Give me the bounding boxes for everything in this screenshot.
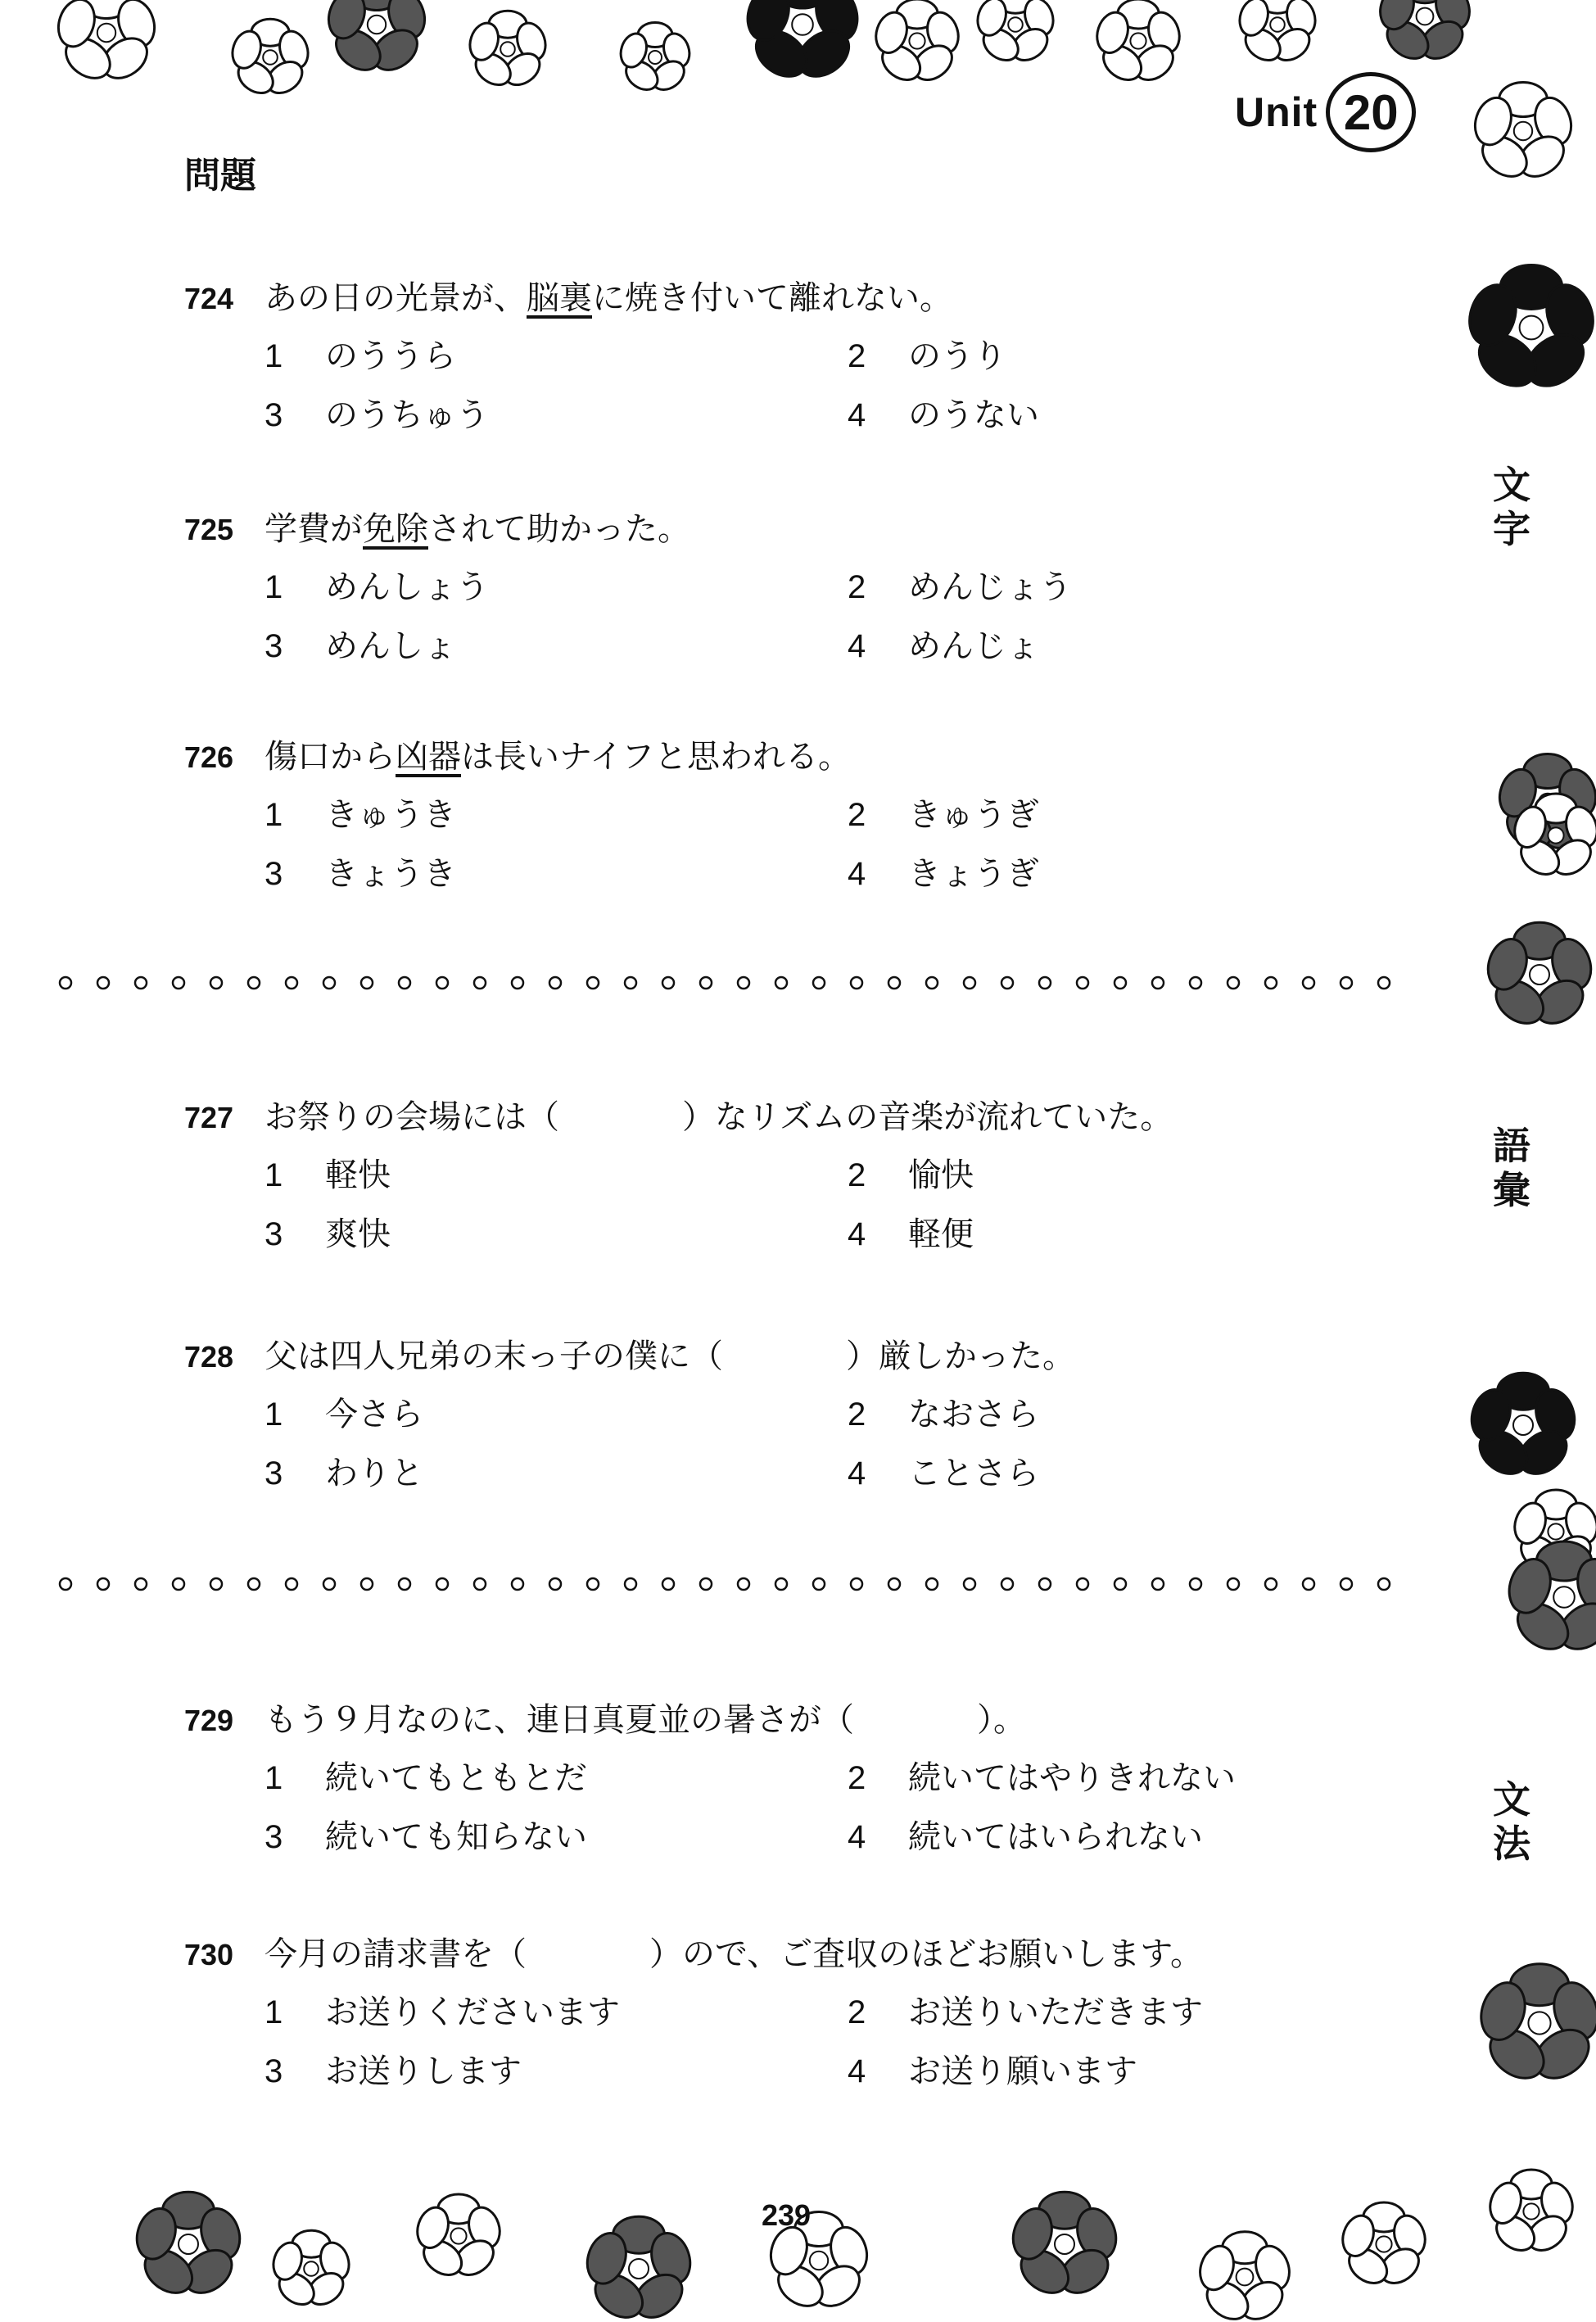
answer-option[interactable]: 2 続いてはやりきれない [848,1759,1236,1797]
question-729 [184,1697,1396,1860]
flower-ornament [1338,2202,1431,2290]
answer-option[interactable]: 1 めんしょう [264,568,489,606]
answer-option[interactable]: 4 めんじょ [848,627,1039,665]
question-stem: 729 もう９月なのに、連日真夏並の暑さが（ ）。 [184,1697,1396,1744]
answer-options [264,333,1396,438]
flower-ornament [1375,0,1475,66]
answer-option[interactable]: 3 きょうき [264,855,456,893]
answer-option[interactable]: 4 のうない [848,396,1039,434]
unit-number: 20 [1326,72,1416,152]
flower-ornament [269,2230,353,2311]
question-728 [184,1333,1396,1496]
flower-ornament [617,23,694,96]
answer-option[interactable]: 3 わりと [264,1455,423,1492]
flower-ornament [228,19,312,99]
question-stem: 725 学費が免除されて助かった。 [184,506,1396,553]
page-heading: 問題 [184,155,256,197]
question-stem: 724 あの日の光景が、脳裏に焼き付いて離れない。 [184,275,1396,322]
flower-ornament [581,2216,697,2322]
flower-ornament [1482,922,1596,1032]
question-stem: 726 傷口から凶器は長いナイフと思われる。 [184,734,1396,781]
underlined-word: 脳裏 [527,279,592,317]
answer-option[interactable]: 3 のうちゅう [264,396,489,434]
answer-option[interactable]: 4 きょうぎ [848,855,1039,893]
flower-ornament [1092,0,1185,87]
answer-option[interactable]: 2 愉快 [848,1156,974,1194]
flower-ornament [52,0,160,86]
answer-option[interactable]: 2 なおさら [848,1396,1039,1433]
flower-ornament [1007,2192,1123,2302]
flower-ornament [131,2192,246,2302]
flower-ornament [323,0,430,78]
underlined-word: 凶器 [396,738,461,776]
unit-label: Unit [1235,89,1318,135]
answer-option[interactable]: 3 めんしょ [264,627,456,665]
answer-option[interactable]: 4 軽便 [848,1215,974,1253]
section-label-moji: 文字 [1493,463,1530,551]
flower-ornament [1195,2232,1295,2322]
flower-ornament [1463,265,1596,397]
answer-option[interactable]: 2 きゅうぎ [848,796,1039,834]
answer-option[interactable]: 2 のうり [848,337,1006,375]
section-divider [57,973,1400,993]
question-number: 730 [184,1938,234,1971]
flower-ornament [1235,0,1319,66]
answer-option[interactable]: 4 続いてはいられない [848,1818,1203,1856]
answer-option[interactable]: 2 めんじょう [848,568,1072,606]
flower-ornament [1469,83,1576,185]
question-727 [184,1094,1396,1257]
question-725 [184,506,1396,669]
answer-option[interactable]: 3 爽快 [264,1215,391,1253]
question-number: 725 [184,513,234,546]
question-number: 724 [184,282,234,315]
section-divider [57,1574,1400,1594]
question-730 [184,1931,1396,2094]
answer-options [264,792,1396,897]
page-number: 239 [762,2198,812,2232]
answer-option[interactable]: 1 続いてもともとだ [264,1759,587,1797]
answer-option[interactable]: 3 続いても知らない [264,1818,587,1856]
answer-option[interactable]: 2 お送りいただきます [848,1994,1203,2031]
answer-option[interactable]: 4 ことさら [848,1455,1039,1492]
answer-options [264,1392,1396,1496]
question-726 [184,734,1396,897]
section-label-bunpo: 文法 [1493,1777,1530,1866]
flower-ornament [973,0,1057,66]
question-number: 727 [184,1101,234,1134]
underlined-word: 免除 [363,510,428,548]
answer-option[interactable]: 1 お送りくださいます [264,1994,620,2031]
flower-ornament [465,11,549,91]
question-number: 726 [184,740,234,774]
answer-option[interactable]: 4 お送り願います [848,2053,1137,2090]
question-number: 729 [184,1704,234,1737]
question-stem: 728 父は四人兄弟の末っ子の僕に（ ）厳しかった。 [184,1333,1396,1380]
answer-option[interactable]: 3 お送りします [264,2053,522,2090]
answer-options [264,564,1396,669]
flower-ornament [1466,1373,1581,1482]
answer-options [264,1989,1396,2094]
flower-ornament [741,0,864,86]
answer-option[interactable]: 1 軽快 [264,1156,391,1194]
answer-option[interactable]: 1 今さら [264,1396,423,1433]
flower-ornament [1485,2170,1578,2257]
unit-badge [1235,72,1416,152]
answer-options [264,1152,1396,1257]
answer-options [264,1755,1396,1860]
question-stem: 727 お祭りの会場には（ ）なリズムの音楽が流れていた。 [184,1094,1396,1141]
flower-ornament [1474,1964,1596,2089]
question-stem: 730 今月の請求書を（ ）ので、ご査収のほどお願いします。 [184,1931,1396,1978]
answer-option[interactable]: 1 のううら [264,337,456,375]
section-label-goi: 語彙 [1493,1124,1530,1212]
question-724 [184,275,1396,438]
question-number: 728 [184,1340,234,1374]
flower-ornament [1503,1541,1596,1659]
answer-option[interactable]: 1 きゅうき [264,796,456,834]
flower-ornament [413,2194,505,2282]
flower-ornament [871,0,964,87]
